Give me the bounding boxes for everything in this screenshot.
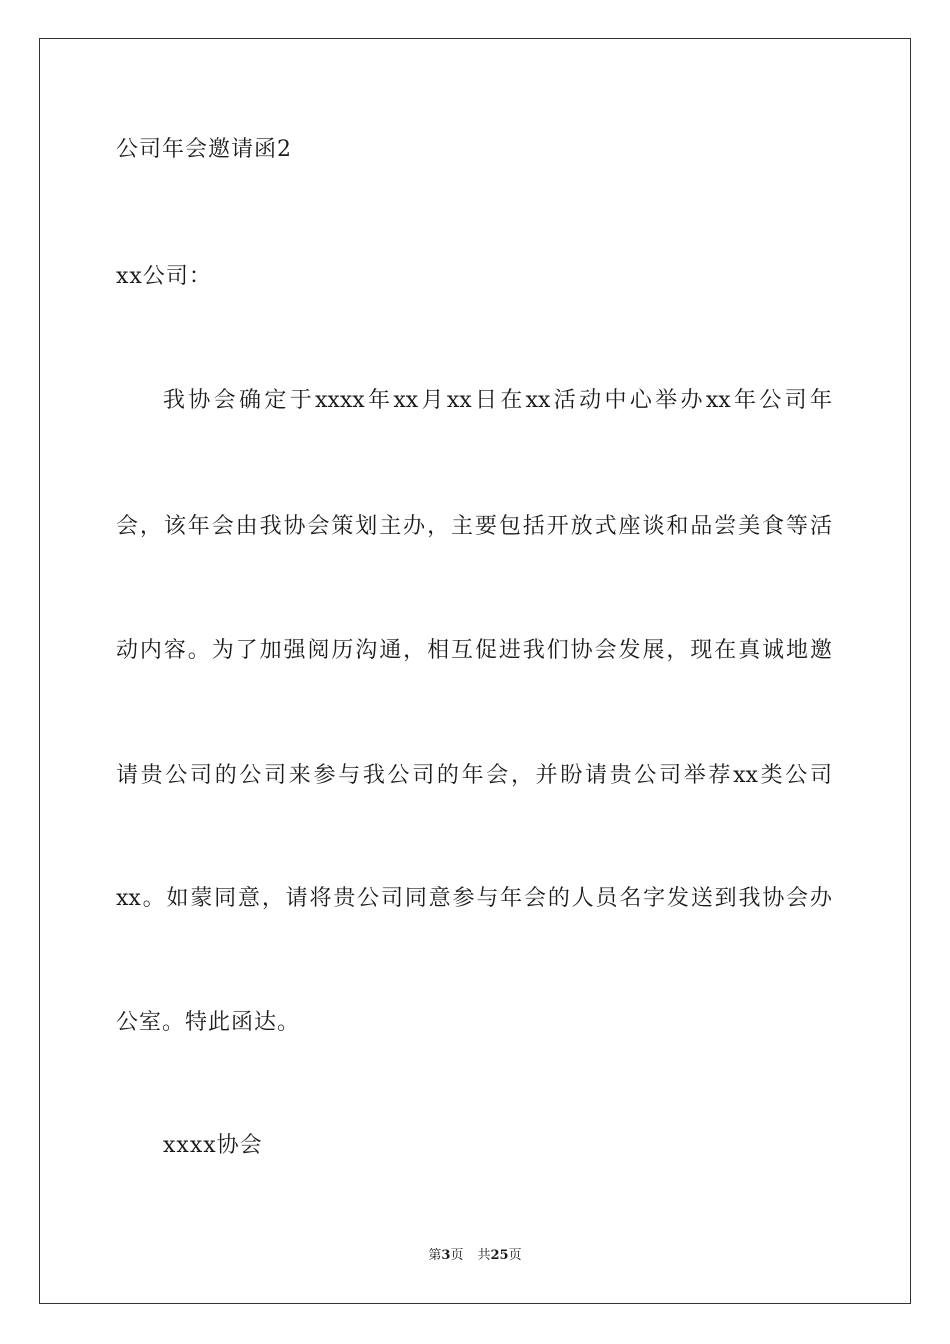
body-line-3: 动内容。为了加强阅历沟通，相互促进我们协会发展，现在真诚地邀 — [116, 638, 832, 663]
footer-page-number: 3 — [441, 1248, 451, 1263]
body-line-6: 公室。特此函达。 — [116, 1010, 301, 1035]
page-frame — [39, 38, 911, 1304]
body-line-2: 会，该年会由我协会策划主办，主要包括开放式座谈和品尝美食等活 — [116, 514, 832, 539]
page-footer — [0, 1247, 950, 1265]
footer-page-prefix: 第 — [428, 1248, 442, 1263]
body-line-5: xx。如蒙同意，请将贵公司同意参与年会的人员名字发送到我协会办 — [116, 886, 832, 911]
footer-total-suffix: 页 — [508, 1248, 522, 1263]
signature: xxxx协会 — [163, 1133, 263, 1158]
footer-page-suffix: 页 — [450, 1248, 464, 1263]
document-title: 公司年会邀请函2 — [116, 137, 292, 162]
body-line-4: 请贵公司的公司来参与我公司的年会，并盼请贵公司举荐xx类公司 — [116, 763, 832, 788]
footer-total-pages: 25 — [490, 1248, 509, 1263]
body-line-1: 我协会确定于xxxx年xx月xx日在xx活动中心举办xx年公司年 — [163, 388, 832, 413]
salutation: xx公司： — [116, 264, 212, 289]
footer-total-prefix: 共 — [477, 1248, 491, 1263]
